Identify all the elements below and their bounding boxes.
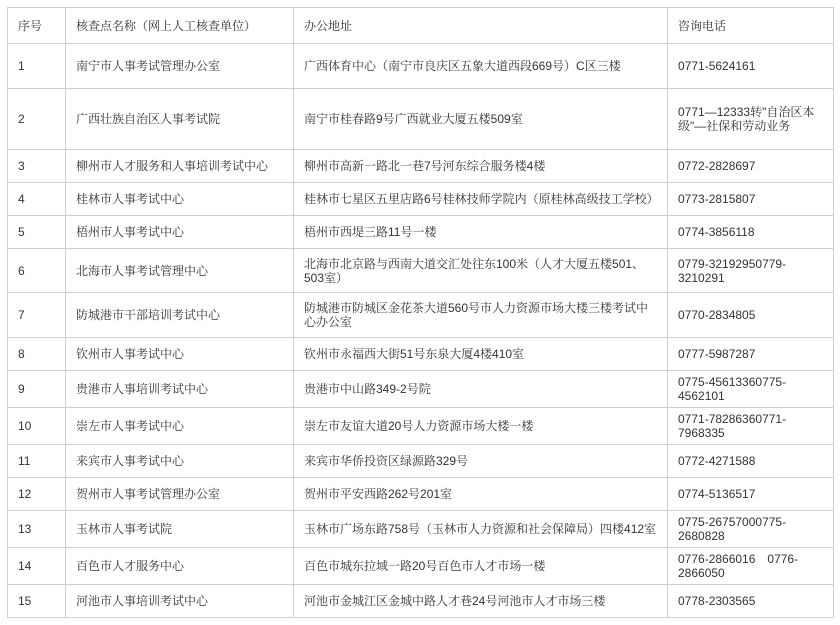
- cell-seq: 14: [8, 548, 66, 585]
- cell-address: 贺州市平安西路262号201室: [294, 478, 668, 511]
- col-header-seq: 序号: [8, 8, 66, 44]
- table-row: [8, 89, 834, 150]
- cell-seq: 5: [8, 216, 66, 249]
- cell-seq: 6: [8, 249, 66, 293]
- cell-name: 梧州市人事考试中心: [66, 216, 294, 249]
- cell-seq: 7: [8, 293, 66, 338]
- cell-phone: 0775-26757000775-2680828: [668, 511, 834, 548]
- verification-points-table: [7, 7, 834, 618]
- cell-name: 玉林市人事考试院: [66, 511, 294, 548]
- cell-seq: 13: [8, 511, 66, 548]
- cell-address: 桂林市七星区五里店路6号桂林技师学院内（原桂林高级技工学校）: [294, 183, 668, 216]
- table-row: [8, 150, 834, 183]
- cell-name: 广西壮族自治区人事考试院: [66, 89, 294, 150]
- cell-address: 玉林市广场东路758号（玉林市人力资源和社会保障局）四楼412室: [294, 511, 668, 548]
- cell-name: 钦州市人事考试中心: [66, 338, 294, 371]
- cell-phone: 0772-4271588: [668, 445, 834, 478]
- cell-phone: 0773-2815807: [668, 183, 834, 216]
- cell-address: 广西体育中心（南宁市良庆区五象大道西段669号）C区三楼: [294, 44, 668, 89]
- cell-name: 桂林市人事考试中心: [66, 183, 294, 216]
- cell-name: 崇左市人事考试中心: [66, 408, 294, 445]
- table-row: [8, 371, 834, 408]
- cell-address: 贵港市中山路349-2号院: [294, 371, 668, 408]
- cell-address: 防城港市防城区金花茶大道560号市人力资源市场大楼三楼考试中心办公室: [294, 293, 668, 338]
- header-row: [8, 8, 834, 44]
- cell-name: 河池市人事培训考试中心: [66, 585, 294, 618]
- cell-seq: 10: [8, 408, 66, 445]
- table-row: [8, 293, 834, 338]
- cell-address: 钦州市永福西大街51号东泉大厦4楼410室: [294, 338, 668, 371]
- cell-address: 河池市金城江区金城中路人才巷24号河池市人才市场三楼: [294, 585, 668, 618]
- cell-address: 南宁市桂春路9号广西就业大厦五楼509室: [294, 89, 668, 150]
- cell-name: 贺州市人事考试管理办公室: [66, 478, 294, 511]
- table-row: [8, 249, 834, 293]
- cell-seq: 1: [8, 44, 66, 89]
- cell-phone: 0772-2828697: [668, 150, 834, 183]
- cell-phone: 0778-2303565: [668, 585, 834, 618]
- cell-seq: 11: [8, 445, 66, 478]
- cell-seq: 9: [8, 371, 66, 408]
- table-row: [8, 183, 834, 216]
- cell-name: 防城港市干部培训考试中心: [66, 293, 294, 338]
- cell-phone: 0771—12333转"自治区本级"—社保和劳动业务: [668, 89, 834, 150]
- table-row: [8, 511, 834, 548]
- cell-seq: 12: [8, 478, 66, 511]
- cell-address: 柳州市高新一路北一巷7号河东综合服务楼4楼: [294, 150, 668, 183]
- table-row: [8, 216, 834, 249]
- cell-address: 来宾市华侨投资区绿源路329号: [294, 445, 668, 478]
- col-header-name: 核查点名称（网上人工核查单位）: [66, 8, 294, 44]
- cell-seq: 3: [8, 150, 66, 183]
- cell-phone: 0777-5987287: [668, 338, 834, 371]
- cell-phone: 0776-2866016 0776-2866050: [668, 548, 834, 585]
- cell-seq: 2: [8, 89, 66, 150]
- table-row: [8, 548, 834, 585]
- cell-seq: 4: [8, 183, 66, 216]
- cell-name: 南宁市人事考试管理办公室: [66, 44, 294, 89]
- cell-address: 崇左市友谊大道20号人力资源市场大楼一楼: [294, 408, 668, 445]
- table-row: [8, 585, 834, 618]
- cell-name: 贵港市人事培训考试中心: [66, 371, 294, 408]
- col-header-address: 办公地址: [294, 8, 668, 44]
- cell-phone: 0775-45613360775-4562101: [668, 371, 834, 408]
- cell-phone: 0779-32192950779-3210291: [668, 249, 834, 293]
- cell-name: 来宾市人事考试中心: [66, 445, 294, 478]
- cell-address: 百色市城东拉域一路20号百色市人才市场一楼: [294, 548, 668, 585]
- cell-phone: 0774-3856118: [668, 216, 834, 249]
- table-row: [8, 478, 834, 511]
- cell-address: 北海市北京路与西南大道交汇处往东100米（人才大厦五楼501、503室）: [294, 249, 668, 293]
- table-row: [8, 445, 834, 478]
- cell-seq: 8: [8, 338, 66, 371]
- col-header-phone: 咨询电话: [668, 8, 834, 44]
- cell-phone: 0774-5136517: [668, 478, 834, 511]
- cell-name: 百色市人才服务中心: [66, 548, 294, 585]
- cell-seq: 15: [8, 585, 66, 618]
- table-row: [8, 44, 834, 89]
- cell-name: 柳州市人才服务和人事培训考试中心: [66, 150, 294, 183]
- cell-name: 北海市人事考试管理中心: [66, 249, 294, 293]
- cell-phone: 0771-78286360771-7968335: [668, 408, 834, 445]
- cell-phone: 0770-2834805: [668, 293, 834, 338]
- table-row: [8, 408, 834, 445]
- cell-address: 梧州市西堤三路11号一楼: [294, 216, 668, 249]
- cell-phone: 0771-5624161: [668, 44, 834, 89]
- table-row: [8, 338, 834, 371]
